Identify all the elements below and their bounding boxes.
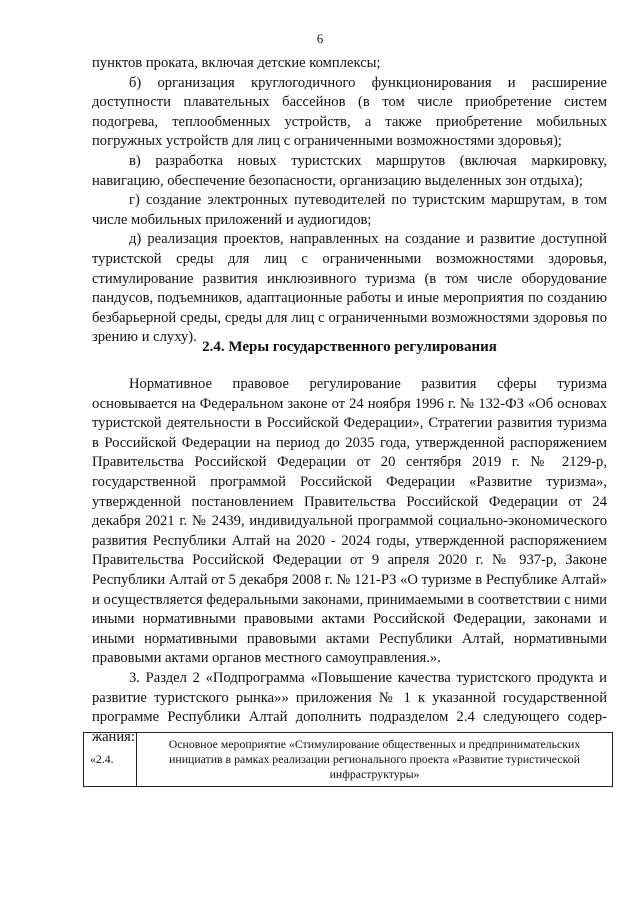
list-continuation: пунктов проката, включая детские комплексы;	[92, 55, 381, 71]
item-3-paragraph: 3. Раздел 2 «Подпрограмма «Повышение качества туристского продукта и развитие туристского рынка»» приложения № 1 к указанной государственной программе Республики Алтай дополнить подразделом 2.4 следующего содер-жания:	[92, 669, 607, 745]
top-list	[92, 54, 607, 348]
section-heading: 2.4. Меры государственного регулирования	[202, 339, 497, 355]
table-row	[84, 733, 613, 787]
page-number: 6	[316, 31, 324, 46]
table-cell-number: «2.4.	[84, 733, 137, 787]
list-item-v: в) разработка новых туристских маршрутов (включая маркировку, навигацию, обеспечение безопасности, организацию выделенных зон отдыха);	[92, 152, 607, 189]
subsection-table	[83, 732, 613, 787]
list-item-d: д) реализация проектов, направленных на создание и развитие доступной туристской среды для лиц с ограниченными возможностями здоровья, стимулирование развития инклюзивного туризма (в том числе оборудование пандусов, подъемников, адаптационные работы и иные мероприятия по созданию безбарьерной среды, среды для лиц с ограниченными возможностями здоровья по зрению и слуху).	[92, 231, 607, 346]
section-paragraph: Нормативное правовое регулирование развития сферы туризма основывается на Федеральном законе от 24 ноября 1996 г. № 132-ФЗ «Об основах туристской деятельности в Российской Федерации», Стратегии развития туризма в Российской Федерации на период до 2035 года, утвержденной распоряжением Правительства Российской Федерации от 20 сентября 2019 г. № 2129-р, государственной программой Российской Федерации «Развитие туризма», утвержденной постановлением Правительства Российской Федерации от 24 декабря 2021 г. № 2439, индивидуальной программой социально-экономического развития Республики Алтай на 2020 - 2024 годы, утвержденной распоряжением Правительства Российской Федерации от 9 апреля 2020 г. № 937-р, Законе Республики Алтай от 5 декабря 2008 г. № 121-РЗ «О туризме в Республике Алтай» и осуществляется федеральными законами, принимаемыми в соответствии с ними иными нормативными правовыми актами Российской Федерации, законами и иными нормативными правовыми актами Республики Алтай, нормативными правовыми актами органов местного самоуправления.».	[92, 376, 607, 667]
table-cell-text: Основное мероприятие «Стимулирование общественных и предпринимательских инициатив в рамках реализации регионального проекта «Развитие туристической инфраструктуры»	[137, 733, 613, 787]
section-body	[92, 375, 607, 747]
list-item-g: г) создание электронных путеводителей по туристским маршрутам, в том числе мобильных приложений и аудиогидов;	[92, 192, 607, 228]
list-item-b: б) организация круглогодичного функционирования и расширение доступности плавательных бассейнов (в том числе приобретение систем подогрева, теплообменных устройств, а также приобретение мобильных погружных устройств для лиц с ограниченными возможностями здоровья);	[92, 74, 607, 150]
